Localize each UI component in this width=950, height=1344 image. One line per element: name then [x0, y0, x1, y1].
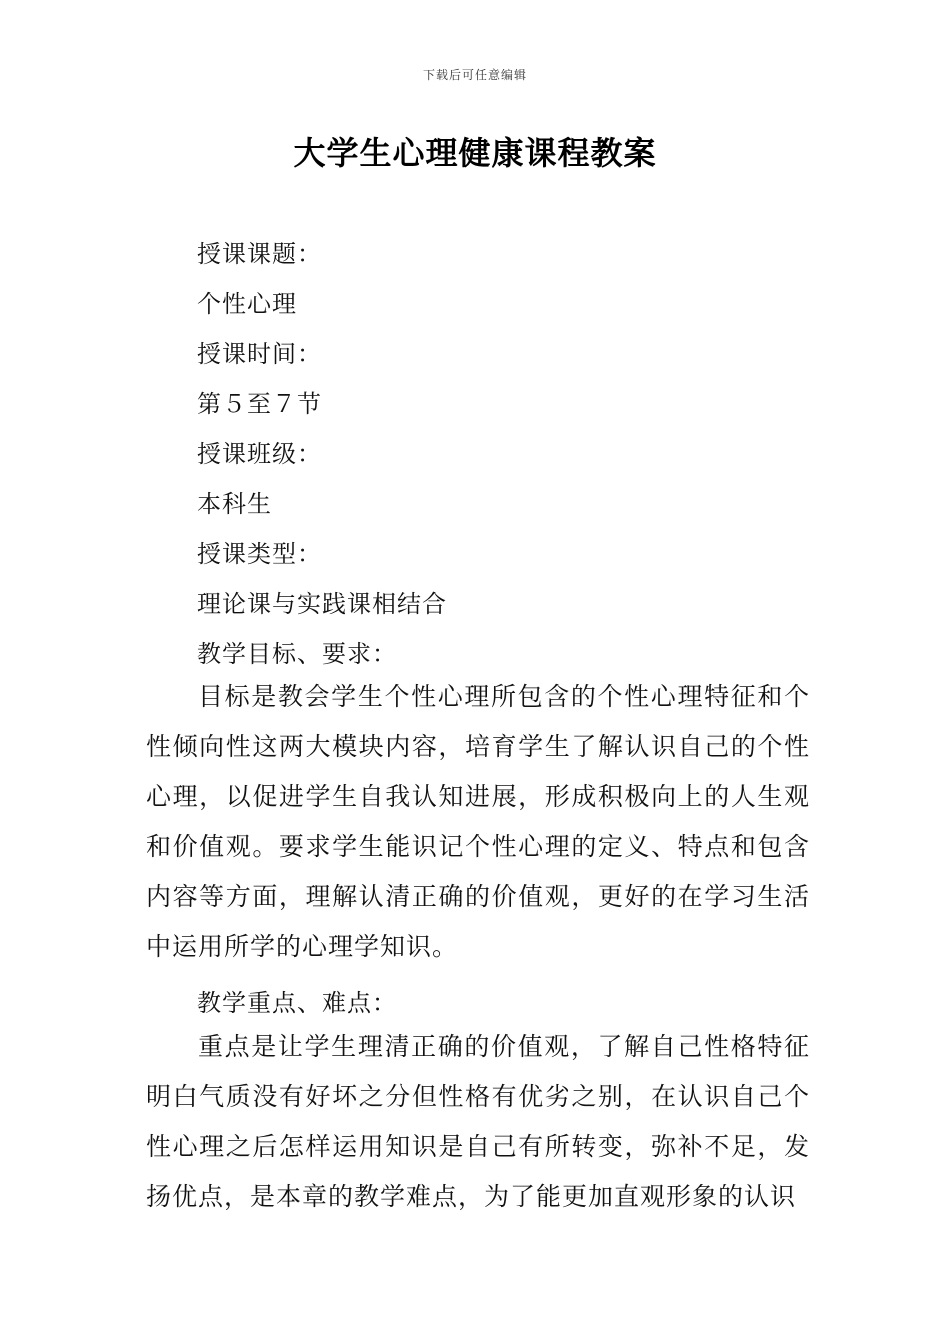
goals-paragraph: 目标是教会学生个性心理所包含的个性心理特征和个性倾向性这两大模块内容，培育学生了解认识自己的个性心理，以促进学生自我认知进展，形成积极向上的人生观和价值观。要求学生能识记个性心理的定义、特点和包含内容等方面，理解认清正确的价值观，更好的在学习生活中运用所学的心理学知识。: [146, 682, 810, 961]
field-time-value: 第５至７节: [197, 390, 322, 418]
field-topic-value: 个性心理: [197, 290, 297, 318]
field-class-label: 授课班级：: [197, 440, 322, 468]
field-time-label: 授课时间：: [197, 340, 322, 368]
header-note: 下载后可任意编辑: [422, 68, 527, 82]
goals-heading: 教学目标、要求：: [197, 640, 397, 668]
field-topic-label: 授课课题：: [197, 240, 322, 268]
field-type-value: 理论课与实践课相结合: [197, 590, 447, 618]
field-class-value: 本科生: [197, 490, 272, 518]
field-type-label: 授课类型：: [197, 540, 322, 568]
key-points-paragraph: 重点是让学生理清正确的价值观，了解自己性格特征明白气质没有好坏之分但性格有优劣之别，在认识自己个性心理之后怎样运用知识是自己有所转变，弥补不足，发扬优点，是本章的教学难点，为了能更加直观形象的认识: [146, 1032, 810, 1211]
key-points-heading: 教学重点、难点：: [197, 989, 397, 1017]
document-title: 大学生心理健康课程教案: [293, 134, 657, 172]
